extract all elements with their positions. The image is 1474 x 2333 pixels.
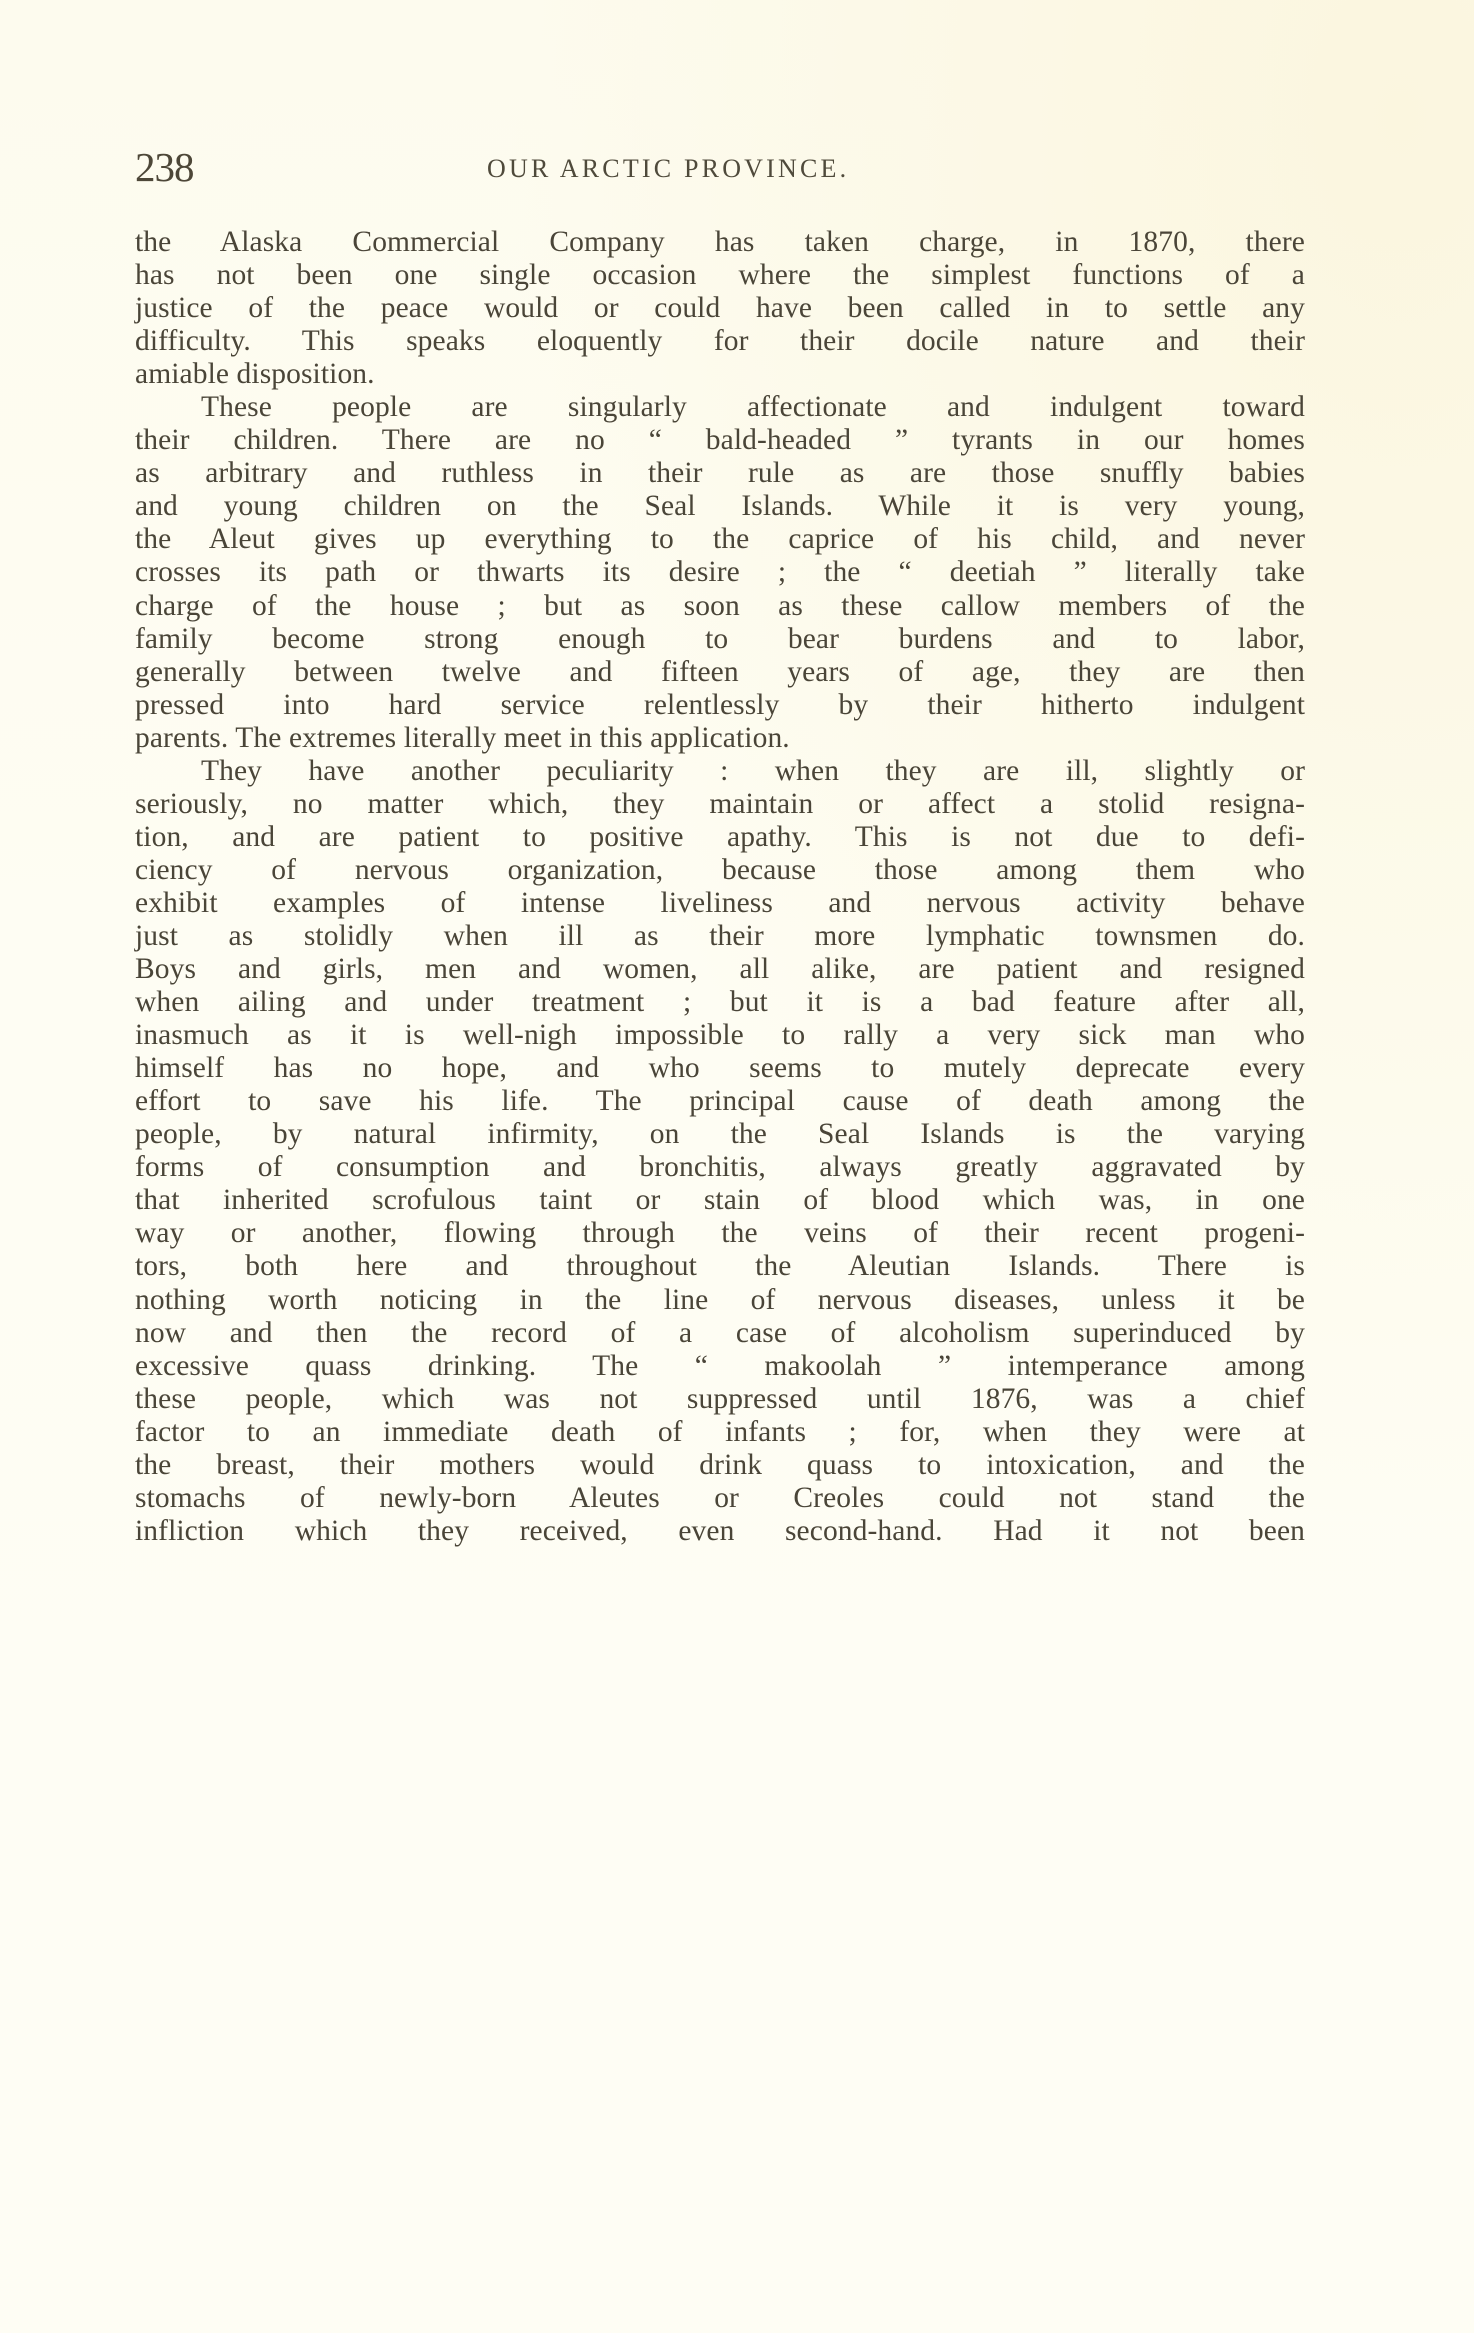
- text-line: the Aleut gives up everything to the caprice of his child, and never: [135, 523, 1305, 556]
- paragraph-1: [135, 226, 1305, 391]
- text-line: justice of the peace would or could have been called in to settle any: [135, 292, 1305, 325]
- running-head: [135, 142, 1305, 192]
- text-line: forms of consumption and bronchitis, always greatly aggravated by: [135, 1151, 1305, 1184]
- text-line: their children. There are no “ bald-headed ” tyrants in our homes: [135, 424, 1305, 457]
- page-number: 238: [135, 144, 194, 190]
- text-line: Boys and girls, men and women, all alike, are patient and resigned: [135, 953, 1305, 986]
- text-line: tors, both here and throughout the Aleutian Islands. There is: [135, 1250, 1305, 1283]
- text-line: tion, and are patient to positive apathy. This is not due to defi-: [135, 820, 1305, 853]
- text-line: crosses its path or thwarts its desire ; the “ deetiah ” literally take: [135, 556, 1305, 589]
- text-line: stomachs of newly-born Aleutes or Creoles could not stand the: [135, 1481, 1305, 1514]
- text-line: now and then the record of a case of alcoholism superinduced by: [135, 1316, 1305, 1349]
- text-line: charge of the house ; but as soon as these callow members of the: [135, 589, 1305, 622]
- running-title: OUR ARCTIC PROVINCE.: [487, 154, 850, 183]
- text-line: exhibit examples of intense liveliness and nervous activity behave: [135, 886, 1305, 919]
- text-line: seriously, no matter which, they maintain or affect a stolid resigna-: [135, 787, 1305, 820]
- paragraph-2: [135, 391, 1305, 755]
- text-line: These people are singularly affectionate and indulgent toward: [201, 391, 1305, 424]
- text-line: factor to an immediate death of infants ; for, when they were at: [135, 1415, 1305, 1448]
- text-line: family become strong enough to bear burdens and to labor,: [135, 622, 1305, 655]
- text-line: parents. The extremes literally meet in this application.: [135, 721, 790, 754]
- text-line: generally between twelve and fifteen years of age, they are then: [135, 655, 1305, 688]
- text-line: ciency of nervous organization, because those among them who: [135, 853, 1305, 886]
- text-line: as arbitrary and ruthless in their rule as are those snuffly babies: [135, 457, 1305, 490]
- text-line: nothing worth noticing in the line of nervous diseases, unless it be: [135, 1283, 1305, 1316]
- text-line: and young children on the Seal Islands. While it is very young,: [135, 490, 1305, 523]
- text-line: inasmuch as it is well-nigh impossible to rally a very sick man who: [135, 1019, 1305, 1052]
- text-line: himself has no hope, and who seems to mutely deprecate every: [135, 1052, 1305, 1085]
- text-line: effort to save his life. The principal cause of death among the: [135, 1085, 1305, 1118]
- text-line: They have another peculiarity : when they are ill, slightly or: [201, 754, 1305, 787]
- text-line: pressed into hard service relentlessly by their hitherto indulgent: [135, 688, 1305, 721]
- text-line: people, by natural infirmity, on the Seal Islands is the varying: [135, 1118, 1305, 1151]
- text-line: infliction which they received, even second-hand. Had it not been: [135, 1514, 1305, 1547]
- text-line: just as stolidly when ill as their more lymphatic townsmen do.: [135, 919, 1305, 952]
- text-line: difficulty. This speaks eloquently for their docile nature and their: [135, 325, 1305, 358]
- body-text: [135, 226, 1305, 1548]
- text-line: way or another, flowing through the veins of their recent progeni-: [135, 1217, 1305, 1250]
- text-line: when ailing and under treatment ; but it is a bad feature after all,: [135, 986, 1305, 1019]
- text-line: that inherited scrofulous taint or stain of blood which was, in one: [135, 1184, 1305, 1217]
- text-line: the Alaska Commercial Company has taken charge, in 1870, there: [135, 226, 1305, 258]
- text-line: excessive quass drinking. The “ makoolah ” intemperance among: [135, 1349, 1305, 1382]
- text-line: amiable disposition.: [135, 358, 375, 391]
- text-line: the breast, their mothers would drink quass to intoxication, and the: [135, 1448, 1305, 1481]
- text-line: these people, which was not suppressed until 1876, was a chief: [135, 1382, 1305, 1415]
- text-line: has not been one single occasion where the simplest functions of a: [135, 259, 1305, 292]
- paragraph-3: [135, 755, 1305, 1548]
